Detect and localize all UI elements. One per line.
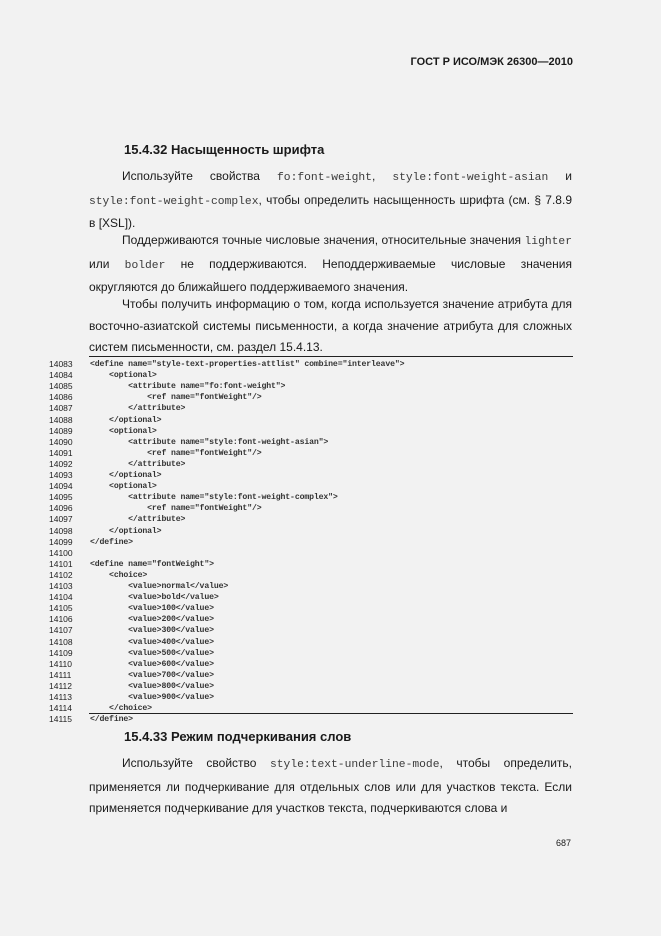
code-text: </optional> — [90, 471, 162, 480]
code-line — [0, 437, 661, 448]
code-line — [0, 625, 661, 636]
paragraph-text: , — [371, 169, 393, 183]
code-line — [0, 470, 661, 481]
paragraph-text: Используйте свойство — [122, 756, 270, 770]
inline-code: bolder — [124, 259, 166, 272]
line-number: 14110 — [49, 658, 73, 669]
line-number: 14109 — [49, 647, 73, 658]
paragraph-text: Чтобы получить информацию о том, когда используется значение атрибута для восточно-азиатской системы письменности, а когда значение атрибута для сложных систем письменности, см. раздел 15.4.13. — [89, 297, 572, 354]
code-text: </optional> — [90, 526, 162, 536]
code-line — [0, 548, 661, 559]
inline-code: style:font-weight-asian — [392, 172, 549, 184]
section-heading-15-4-32: 15.4.32 Насыщенность шрифта — [124, 142, 325, 157]
code-top-rule — [89, 356, 573, 357]
code-line — [0, 381, 661, 392]
code-line — [0, 637, 661, 648]
line-number: 14105 — [49, 603, 73, 614]
code-line — [0, 526, 661, 537]
code-text: <value>500</value> — [90, 648, 214, 658]
code-line — [0, 492, 661, 503]
code-line — [0, 415, 661, 426]
code-line — [0, 448, 661, 459]
line-number: 14106 — [49, 614, 73, 625]
code-text: <ref name="fontWeight"/> — [90, 504, 262, 514]
line-number: 14102 — [49, 569, 73, 580]
line-number: 14093 — [49, 470, 73, 480]
code-line — [0, 481, 661, 492]
line-number: 14088 — [49, 414, 73, 425]
paragraph-underline-mode — [89, 753, 572, 820]
paragraph-text: , чтобы определить, применяется ли подчеркивание для отдельных слов или для участков текста. Если применяется подчеркивание для участков текста, подчеркиваются слова и — [89, 756, 572, 815]
code-line — [0, 559, 661, 570]
code-bottom-rule — [89, 713, 573, 714]
code-line — [0, 392, 661, 403]
code-text: <optional> — [90, 426, 157, 436]
line-number: 14087 — [49, 403, 73, 414]
code-text: <ref name="fontWeight"/> — [90, 448, 262, 458]
inline-code: style:font-weight-complex — [89, 195, 259, 208]
code-line — [0, 403, 661, 414]
code-line — [0, 570, 661, 581]
code-text: <value>400</value> — [90, 637, 214, 647]
paragraph-east-asian — [89, 294, 572, 359]
code-line — [0, 581, 661, 592]
code-text: <optional> — [90, 371, 157, 381]
line-number: 14100 — [49, 547, 73, 558]
code-line — [0, 426, 661, 437]
line-number: 14101 — [49, 558, 73, 569]
code-line — [0, 670, 661, 681]
line-number: 14099 — [49, 536, 73, 547]
code-text: </define> — [90, 537, 133, 547]
paragraph-text: , чтобы определить насыщенность шрифта (см. § 7.8.9 в [XSL]). — [89, 192, 572, 230]
line-number: 14092 — [49, 458, 73, 469]
code-text: <define name="fontWeight"> — [90, 559, 214, 569]
code-line — [0, 714, 661, 725]
line-number: 14112 — [49, 680, 73, 691]
paragraph-text: Поддерживаются точные числовые значения, относительные значения — [122, 233, 525, 247]
code-text: <value>900</value> — [90, 693, 214, 702]
code-line — [0, 359, 661, 370]
line-number: 14094 — [49, 481, 73, 492]
paragraph-supported-values — [89, 230, 572, 299]
code-text: <value>bold</value> — [90, 593, 219, 603]
code-line — [0, 603, 661, 614]
code-text: <attribute name="style:font-weight-asian"> — [90, 437, 329, 447]
paragraph-text: и — [548, 169, 572, 183]
code-text: </choice> — [90, 704, 152, 714]
code-text: <attribute name="fo:font-weight"> — [90, 382, 286, 392]
line-number: 14114 — [49, 703, 73, 714]
line-number: 14086 — [49, 392, 73, 403]
line-number: 14096 — [49, 503, 73, 514]
code-line — [0, 681, 661, 692]
line-number: 14097 — [49, 514, 73, 525]
code-line — [0, 537, 661, 548]
line-number: 14089 — [49, 425, 73, 436]
line-number: 14113 — [49, 692, 73, 702]
line-number: 14107 — [49, 625, 73, 636]
code-line — [0, 614, 661, 625]
inline-code: fo:font-weight — [277, 172, 372, 184]
line-number: 14095 — [49, 492, 73, 503]
paragraph-text: не поддерживаются. Неподдерживаемые числовые значения округляются до ближайшего поддерживаемого значения. — [89, 256, 572, 294]
code-line — [0, 592, 661, 603]
code-text: </define> — [90, 715, 133, 725]
line-number: 14104 — [49, 592, 73, 603]
code-line — [0, 514, 661, 525]
code-text: <attribute name="style:font-weight-complex"> — [90, 493, 338, 503]
code-text: </attribute> — [90, 404, 186, 414]
line-number: 14108 — [49, 636, 73, 647]
code-text: <value>800</value> — [90, 681, 214, 691]
code-line — [0, 659, 661, 670]
line-number: 14091 — [49, 447, 73, 458]
line-number: 14083 — [49, 359, 73, 369]
code-text: <ref name="fontWeight"/> — [90, 393, 262, 403]
standard-header: ГОСТ Р ИСО/МЭК 26300—2010 — [410, 56, 573, 68]
line-number: 14115 — [49, 714, 73, 725]
line-number: 14098 — [49, 525, 73, 536]
code-line — [0, 648, 661, 659]
line-number: 14085 — [49, 381, 73, 392]
paragraph-text: Используйте свойства — [122, 169, 278, 183]
code-text: <value>300</value> — [90, 626, 214, 636]
code-text: <value>700</value> — [90, 670, 214, 680]
line-number: 14111 — [49, 669, 72, 680]
line-number: 14084 — [49, 370, 73, 381]
code-text: <define name="style-text-properties-attlist" combine="interleave"> — [90, 360, 405, 369]
code-text: <value>100</value> — [90, 604, 214, 614]
code-text: <optional> — [90, 482, 157, 492]
code-line — [0, 692, 661, 703]
paragraph-text: или — [89, 256, 125, 271]
inline-code: lighter — [524, 236, 572, 248]
page-number: 687 — [556, 838, 572, 848]
code-text: </optional> — [90, 415, 162, 425]
code-text: <choice> — [90, 570, 148, 580]
paragraph-properties — [89, 166, 572, 235]
code-line — [0, 459, 661, 470]
code-text: <value>normal</value> — [90, 582, 229, 591]
code-text: </attribute> — [90, 515, 186, 525]
line-number: 14090 — [49, 436, 73, 447]
code-text: <value>600</value> — [90, 659, 214, 669]
code-text: </attribute> — [90, 459, 186, 469]
code-line — [0, 370, 661, 381]
code-text: <value>200</value> — [90, 615, 214, 625]
code-line — [0, 503, 661, 514]
inline-code: style:text-underline-mode — [270, 759, 440, 771]
section-heading-15-4-33: 15.4.33 Режим подчеркивания слов — [124, 729, 352, 744]
line-number: 14103 — [49, 581, 73, 591]
